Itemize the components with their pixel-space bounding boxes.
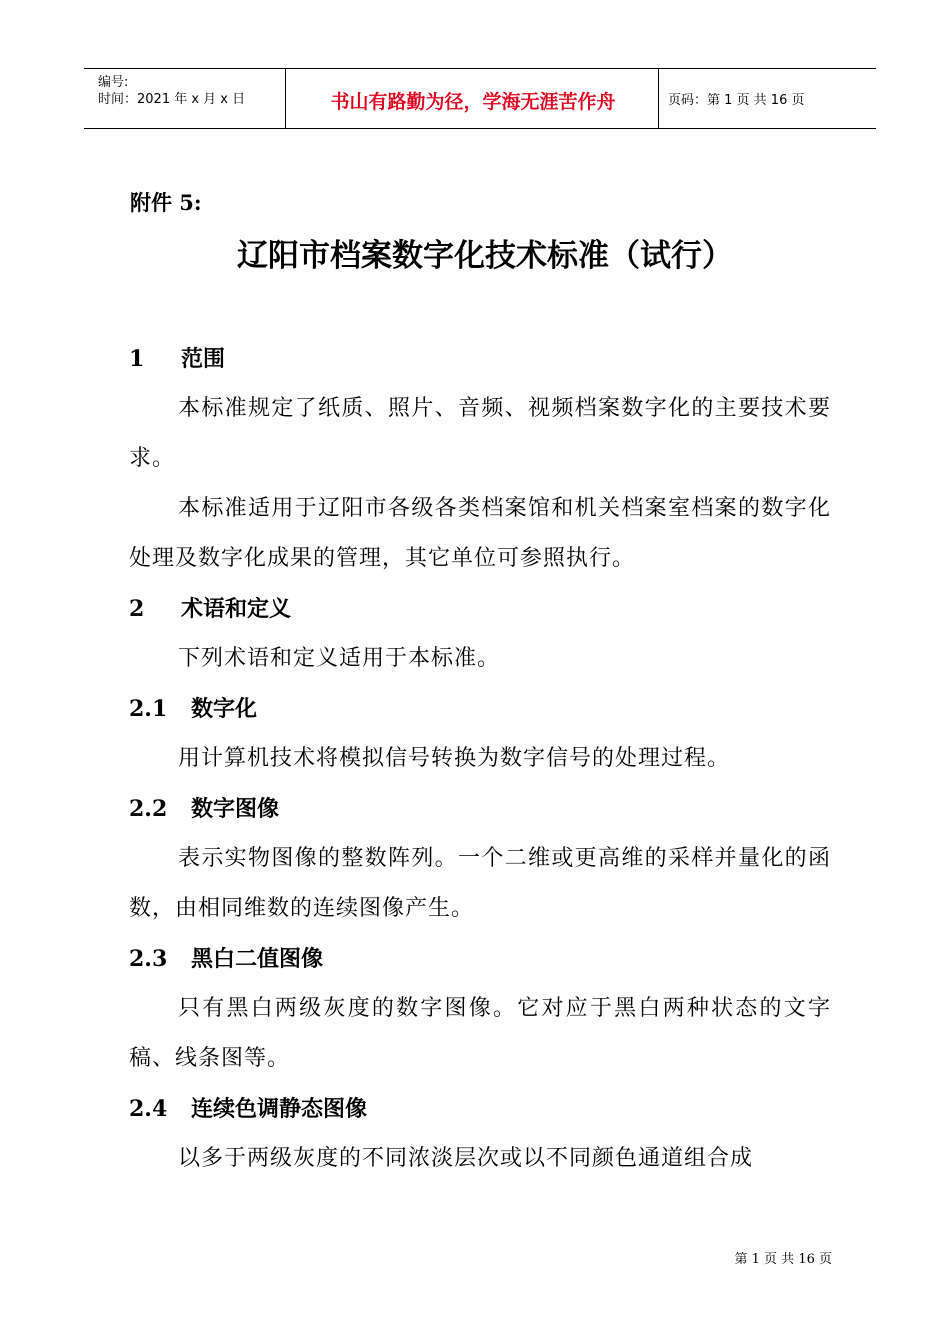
header-number-label: 编号:	[98, 75, 129, 90]
subsection-heading	[129, 1084, 831, 1134]
document-body	[129, 334, 831, 1184]
section-number: 2.3	[129, 946, 168, 972]
paragraph: 以多于两级灰度的不同浓淡层次或以不同颜色通道组合成	[178, 1146, 754, 1171]
paragraph: 只有黑白两级灰度的数字图像。它对应于黑白两种状态的文字稿、线条图等。	[129, 996, 831, 1071]
header-bottom-rule	[84, 128, 876, 129]
subsection-heading	[129, 784, 831, 834]
section-heading	[129, 334, 831, 384]
section-heading	[129, 584, 831, 634]
header-time-label: 时间：2021 年 x 月 x 日	[98, 92, 246, 107]
section-number: 2.1	[129, 696, 168, 722]
section-title: 数字图像	[191, 796, 280, 822]
header-top-rule	[84, 68, 876, 69]
header-page-label: 页码：第 1 页 共 16 页	[668, 93, 805, 108]
header-divider-right	[658, 68, 659, 129]
section-title: 术语和定义	[181, 596, 292, 622]
subsection-heading	[129, 934, 831, 984]
header-divider-left	[285, 68, 286, 129]
attachment-label: 附件 5:	[130, 190, 202, 215]
section-title: 黑白二值图像	[191, 946, 324, 972]
page-footer: 第 1 页 共 16 页	[734, 1252, 832, 1267]
section-number: 2.4	[129, 1096, 168, 1122]
paragraph: 本标准适用于辽阳市各级各类档案馆和机关档案室档案的数字化处理及数字化成果的管理，其它单位可参照执行。	[129, 496, 831, 571]
section-title: 连续色调静态图像	[191, 1096, 368, 1122]
section-number: 2.2	[129, 796, 168, 822]
section-title: 数字化	[191, 696, 258, 722]
paragraph: 表示实物图像的整数阵列。一个二维或更高维的采样并量化的函数，由相同维数的连续图像产生。	[129, 846, 831, 921]
subsection-heading	[129, 684, 831, 734]
paragraph: 下列术语和定义适用于本标准。	[178, 646, 501, 671]
section-title: 范围	[181, 346, 226, 372]
paragraph: 本标准规定了纸质、照片、音频、视频档案数字化的主要技术要求。	[129, 396, 831, 471]
section-number: 1	[129, 346, 145, 372]
header-meta	[98, 74, 245, 108]
header-motto: 书山有路勤为径，学海无涯苦作舟	[330, 91, 616, 113]
document-title: 辽阳市档案数字化技术标准（试行）	[237, 238, 733, 274]
section-number: 2	[129, 596, 145, 622]
paragraph: 用计算机技术将模拟信号转换为数字信号的处理过程。	[178, 746, 731, 771]
